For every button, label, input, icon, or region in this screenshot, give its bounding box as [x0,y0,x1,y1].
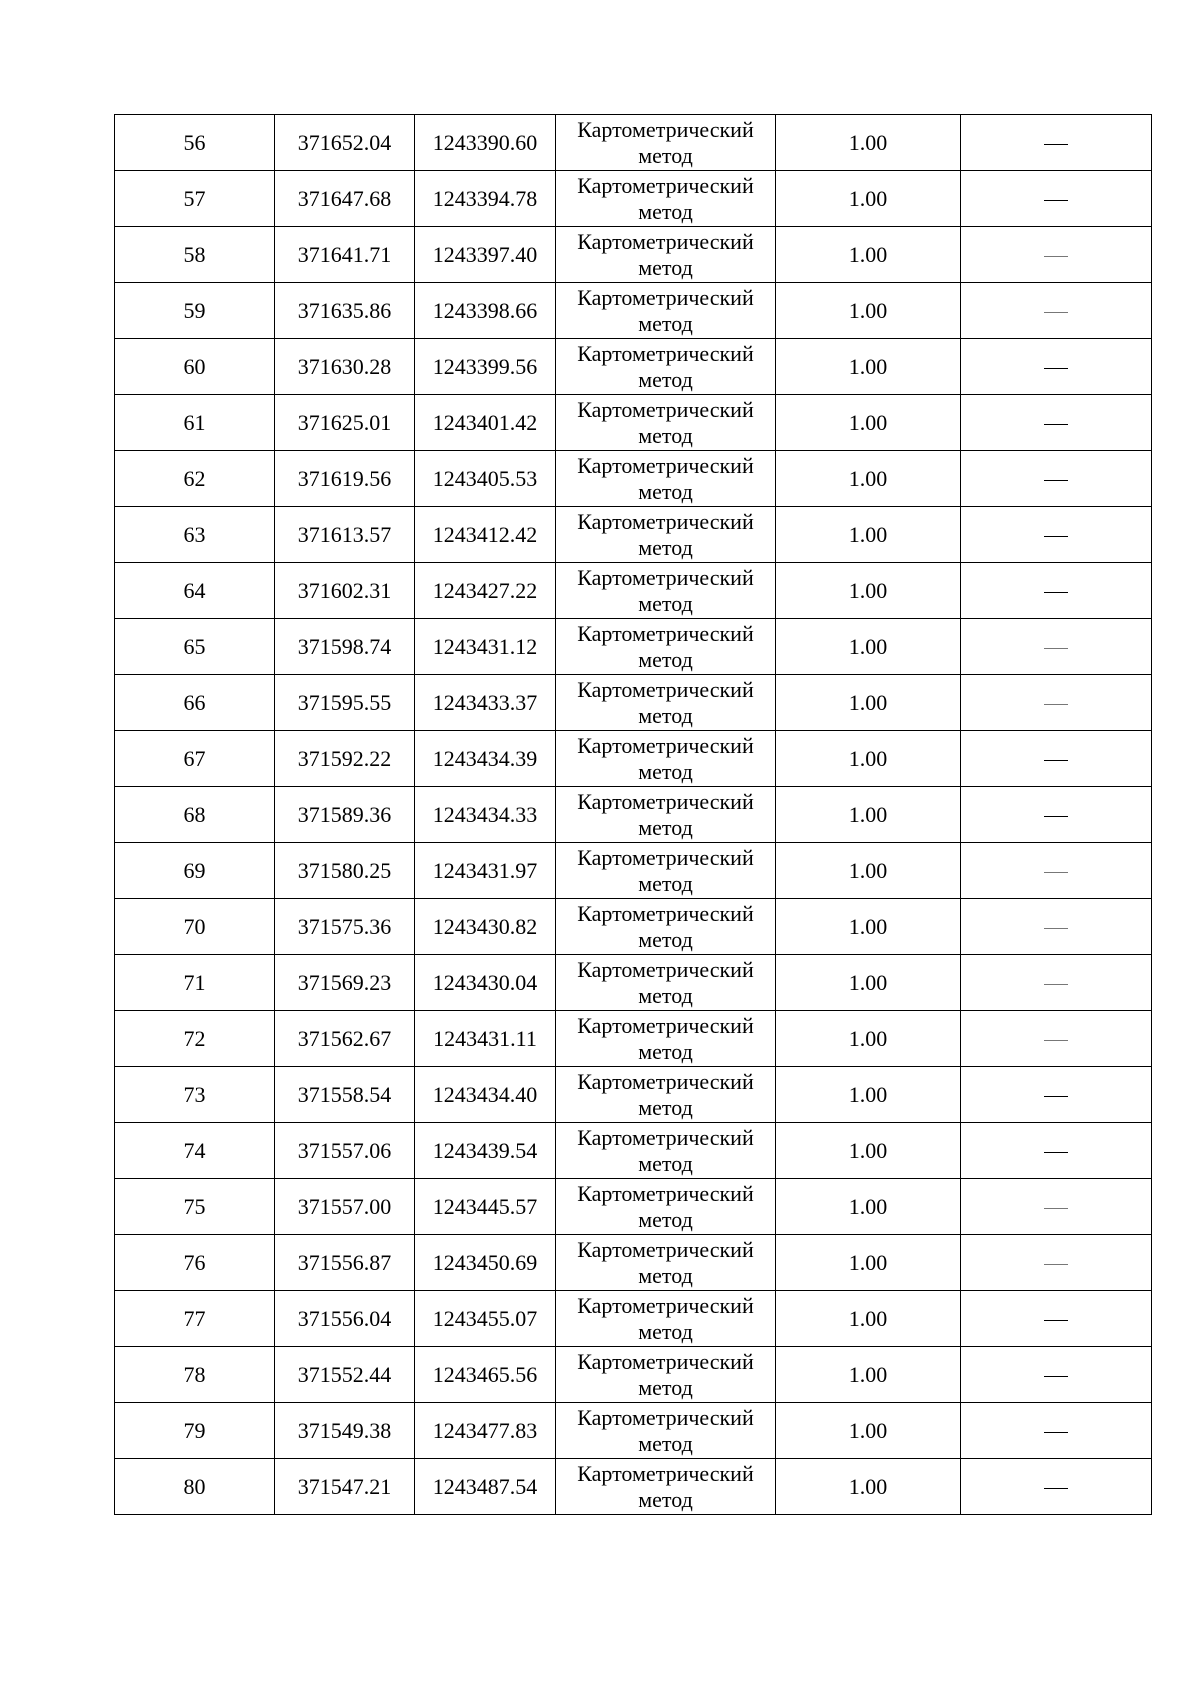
method-text-line-2: метод [638,1430,693,1456]
method-text-line-2: метод [638,1150,693,1176]
y-coordinate-cell: 1243401.42 [415,395,556,451]
x-coordinate-cell: 371580.25 [275,843,415,899]
note-cell [961,1179,1152,1235]
method-text-line-1: Картометрический [577,172,754,198]
y-coordinate-cell: 1243487.54 [415,1459,556,1515]
point-number-cell: 79 [115,1403,275,1459]
method-text-line-1: Картометрический [577,1460,754,1486]
y-coordinate-cell: 1243433.37 [415,675,556,731]
point-number-cell: 72 [115,1011,275,1067]
note-cell [961,339,1152,395]
method-cell [556,619,776,675]
method-text-line-1: Картометрический [577,1124,754,1150]
y-coordinate-cell: 1243455.07 [415,1291,556,1347]
table-row [115,115,1152,171]
accuracy-cell: 1.00 [776,1403,961,1459]
point-number-cell: 75 [115,1179,275,1235]
point-number-cell: 60 [115,339,275,395]
method-text-line-1: Картометрический [577,340,754,366]
dash-mark [1044,1208,1068,1209]
method-text-line-1: Картометрический [577,1292,754,1318]
method-text-line-2: метод [638,254,693,280]
point-number-cell: 56 [115,115,275,171]
note-cell [961,563,1152,619]
dash-mark [1044,1264,1068,1265]
point-number-cell: 57 [115,171,275,227]
method-text-line-1: Картометрический [577,228,754,254]
point-number-cell: 68 [115,787,275,843]
table-row [115,171,1152,227]
method-text-line-1: Картометрический [577,396,754,422]
dash-mark [1044,872,1068,873]
method-text-line-2: метод [638,1206,693,1232]
accuracy-cell: 1.00 [776,731,961,787]
y-coordinate-cell: 1243397.40 [415,227,556,283]
method-text-line-2: метод [638,1094,693,1120]
accuracy-cell: 1.00 [776,955,961,1011]
note-cell [961,227,1152,283]
x-coordinate-cell: 371549.38 [275,1403,415,1459]
y-coordinate-cell: 1243405.53 [415,451,556,507]
dash-mark [1044,144,1068,145]
method-text-line-1: Картометрический [577,676,754,702]
note-cell [961,619,1152,675]
point-number-cell: 78 [115,1347,275,1403]
table-row [115,1235,1152,1291]
method-text-line-2: метод [638,1262,693,1288]
y-coordinate-cell: 1243394.78 [415,171,556,227]
method-text-line-2: метод [638,1038,693,1064]
x-coordinate-cell: 371569.23 [275,955,415,1011]
accuracy-cell: 1.00 [776,675,961,731]
method-cell [556,1291,776,1347]
method-text-line-1: Картометрический [577,1404,754,1430]
table-row [115,899,1152,955]
method-text-line-2: метод [638,1318,693,1344]
y-coordinate-cell: 1243398.66 [415,283,556,339]
table-row [115,339,1152,395]
method-text-line-1: Картометрический [577,844,754,870]
method-cell [556,899,776,955]
note-cell [961,1011,1152,1067]
y-coordinate-cell: 1243399.56 [415,339,556,395]
note-cell [961,395,1152,451]
x-coordinate-cell: 371630.28 [275,339,415,395]
table-row [115,1291,1152,1347]
x-coordinate-cell: 371558.54 [275,1067,415,1123]
method-text-line-1: Картометрический [577,1068,754,1094]
x-coordinate-cell: 371557.00 [275,1179,415,1235]
y-coordinate-cell: 1243434.39 [415,731,556,787]
method-text-line-1: Картометрический [577,788,754,814]
method-text-line-2: метод [638,422,693,448]
method-text-line-2: метод [638,142,693,168]
accuracy-cell: 1.00 [776,395,961,451]
x-coordinate-cell: 371556.87 [275,1235,415,1291]
x-coordinate-cell: 371595.55 [275,675,415,731]
accuracy-cell: 1.00 [776,227,961,283]
method-text-line-2: метод [638,926,693,952]
accuracy-cell: 1.00 [776,1291,961,1347]
accuracy-cell: 1.00 [776,563,961,619]
y-coordinate-cell: 1243439.54 [415,1123,556,1179]
dash-mark [1044,1488,1068,1489]
accuracy-cell: 1.00 [776,1011,961,1067]
note-cell [961,1347,1152,1403]
y-coordinate-cell: 1243430.04 [415,955,556,1011]
dash-mark [1044,1320,1068,1321]
method-cell [556,395,776,451]
method-text-line-2: метод [638,590,693,616]
accuracy-cell: 1.00 [776,899,961,955]
accuracy-cell: 1.00 [776,283,961,339]
table-row [115,1459,1152,1515]
x-coordinate-cell: 371652.04 [275,115,415,171]
table-row [115,619,1152,675]
x-coordinate-cell: 371557.06 [275,1123,415,1179]
point-number-cell: 70 [115,899,275,955]
dash-mark [1044,1040,1068,1041]
x-coordinate-cell: 371619.56 [275,451,415,507]
x-coordinate-cell: 371575.36 [275,899,415,955]
x-coordinate-cell: 371613.57 [275,507,415,563]
dash-mark [1044,536,1068,537]
dash-mark [1044,368,1068,369]
dash-mark [1044,1096,1068,1097]
accuracy-cell: 1.00 [776,787,961,843]
y-coordinate-cell: 1243465.56 [415,1347,556,1403]
method-text-line-1: Картометрический [577,452,754,478]
method-text-line-2: метод [638,758,693,784]
note-cell [961,1235,1152,1291]
table-row [115,1067,1152,1123]
note-cell [961,731,1152,787]
x-coordinate-cell: 371598.74 [275,619,415,675]
method-cell [556,563,776,619]
method-cell [556,1403,776,1459]
dash-mark [1044,480,1068,481]
method-cell [556,1067,776,1123]
method-text-line-1: Картометрический [577,1180,754,1206]
x-coordinate-cell: 371547.21 [275,1459,415,1515]
table-row [115,1123,1152,1179]
method-text-line-1: Картометрический [577,508,754,534]
dash-mark [1044,312,1068,313]
x-coordinate-cell: 371647.68 [275,171,415,227]
note-cell [961,451,1152,507]
method-cell [556,115,776,171]
accuracy-cell: 1.00 [776,1179,961,1235]
point-number-cell: 61 [115,395,275,451]
point-number-cell: 69 [115,843,275,899]
method-text-line-2: метод [638,646,693,672]
method-text-line-1: Картометрический [577,620,754,646]
method-text-line-1: Картометрический [577,1236,754,1262]
dash-mark [1044,1376,1068,1377]
method-cell [556,227,776,283]
method-text-line-2: метод [638,870,693,896]
note-cell [961,899,1152,955]
dash-mark [1044,424,1068,425]
dash-mark [1044,592,1068,593]
table-row [115,843,1152,899]
accuracy-cell: 1.00 [776,339,961,395]
x-coordinate-cell: 371562.67 [275,1011,415,1067]
note-cell [961,675,1152,731]
point-number-cell: 65 [115,619,275,675]
method-cell [556,955,776,1011]
method-text-line-2: метод [638,198,693,224]
table-row [115,507,1152,563]
method-text-line-1: Картометрический [577,1348,754,1374]
method-text-line-2: метод [638,1374,693,1400]
table-row [115,451,1152,507]
method-text-line-2: метод [638,702,693,728]
accuracy-cell: 1.00 [776,115,961,171]
accuracy-cell: 1.00 [776,507,961,563]
table-row [115,955,1152,1011]
method-text-line-2: метод [638,814,693,840]
method-text-line-2: метод [638,534,693,560]
method-cell [556,843,776,899]
point-number-cell: 66 [115,675,275,731]
y-coordinate-cell: 1243390.60 [415,115,556,171]
table-row [115,731,1152,787]
table-row [115,1403,1152,1459]
table-row [115,787,1152,843]
y-coordinate-cell: 1243427.22 [415,563,556,619]
x-coordinate-cell: 371641.71 [275,227,415,283]
y-coordinate-cell: 1243412.42 [415,507,556,563]
accuracy-cell: 1.00 [776,619,961,675]
table-row [115,283,1152,339]
table-row [115,563,1152,619]
table-row [115,1179,1152,1235]
point-number-cell: 80 [115,1459,275,1515]
method-text-line-2: метод [638,1486,693,1512]
dash-mark [1044,1152,1068,1153]
method-cell [556,283,776,339]
table-row [115,1011,1152,1067]
method-cell [556,675,776,731]
dash-mark [1044,816,1068,817]
note-cell [961,1459,1152,1515]
y-coordinate-cell: 1243434.40 [415,1067,556,1123]
method-cell [556,1123,776,1179]
accuracy-cell: 1.00 [776,171,961,227]
point-number-cell: 73 [115,1067,275,1123]
note-cell [961,955,1152,1011]
method-cell [556,787,776,843]
point-number-cell: 59 [115,283,275,339]
method-text-line-1: Картометрический [577,116,754,142]
coordinates-table [114,114,1152,1515]
note-cell [961,1291,1152,1347]
method-text-line-2: метод [638,982,693,1008]
point-number-cell: 63 [115,507,275,563]
method-text-line-1: Картометрический [577,564,754,590]
method-cell [556,1235,776,1291]
y-coordinate-cell: 1243430.82 [415,899,556,955]
table-row [115,675,1152,731]
coordinates-table-body [115,115,1152,1515]
point-number-cell: 77 [115,1291,275,1347]
accuracy-cell: 1.00 [776,1347,961,1403]
y-coordinate-cell: 1243431.12 [415,619,556,675]
x-coordinate-cell: 371625.01 [275,395,415,451]
method-text-line-2: метод [638,478,693,504]
accuracy-cell: 1.00 [776,1459,961,1515]
method-cell [556,1179,776,1235]
note-cell [961,1403,1152,1459]
method-text-line-1: Картометрический [577,956,754,982]
note-cell [961,507,1152,563]
x-coordinate-cell: 371635.86 [275,283,415,339]
accuracy-cell: 1.00 [776,1123,961,1179]
x-coordinate-cell: 371592.22 [275,731,415,787]
method-cell [556,1347,776,1403]
y-coordinate-cell: 1243431.97 [415,843,556,899]
dash-mark [1044,760,1068,761]
x-coordinate-cell: 371556.04 [275,1291,415,1347]
point-number-cell: 76 [115,1235,275,1291]
point-number-cell: 62 [115,451,275,507]
method-cell [556,451,776,507]
method-text-line-2: метод [638,310,693,336]
dash-mark [1044,704,1068,705]
accuracy-cell: 1.00 [776,843,961,899]
method-cell [556,1459,776,1515]
note-cell [961,843,1152,899]
method-text-line-1: Картометрический [577,732,754,758]
method-text-line-1: Картометрический [577,1012,754,1038]
dash-mark [1044,256,1068,257]
note-cell [961,171,1152,227]
accuracy-cell: 1.00 [776,1235,961,1291]
y-coordinate-cell: 1243477.83 [415,1403,556,1459]
dash-mark [1044,984,1068,985]
dash-mark [1044,648,1068,649]
point-number-cell: 64 [115,563,275,619]
method-cell [556,1011,776,1067]
y-coordinate-cell: 1243445.57 [415,1179,556,1235]
dash-mark [1044,200,1068,201]
method-text-line-1: Картометрический [577,900,754,926]
accuracy-cell: 1.00 [776,451,961,507]
dash-mark [1044,928,1068,929]
dash-mark [1044,1432,1068,1433]
x-coordinate-cell: 371589.36 [275,787,415,843]
y-coordinate-cell: 1243434.33 [415,787,556,843]
x-coordinate-cell: 371552.44 [275,1347,415,1403]
method-cell [556,171,776,227]
note-cell [961,1067,1152,1123]
point-number-cell: 74 [115,1123,275,1179]
table-row [115,227,1152,283]
method-cell [556,507,776,563]
x-coordinate-cell: 371602.31 [275,563,415,619]
note-cell [961,787,1152,843]
method-text-line-2: метод [638,366,693,392]
accuracy-cell: 1.00 [776,1067,961,1123]
point-number-cell: 58 [115,227,275,283]
method-text-line-1: Картометрический [577,284,754,310]
method-cell [556,731,776,787]
table-row [115,1347,1152,1403]
method-cell [556,339,776,395]
note-cell [961,1123,1152,1179]
note-cell [961,115,1152,171]
point-number-cell: 71 [115,955,275,1011]
table-row [115,395,1152,451]
note-cell [961,283,1152,339]
y-coordinate-cell: 1243450.69 [415,1235,556,1291]
y-coordinate-cell: 1243431.11 [415,1011,556,1067]
point-number-cell: 67 [115,731,275,787]
